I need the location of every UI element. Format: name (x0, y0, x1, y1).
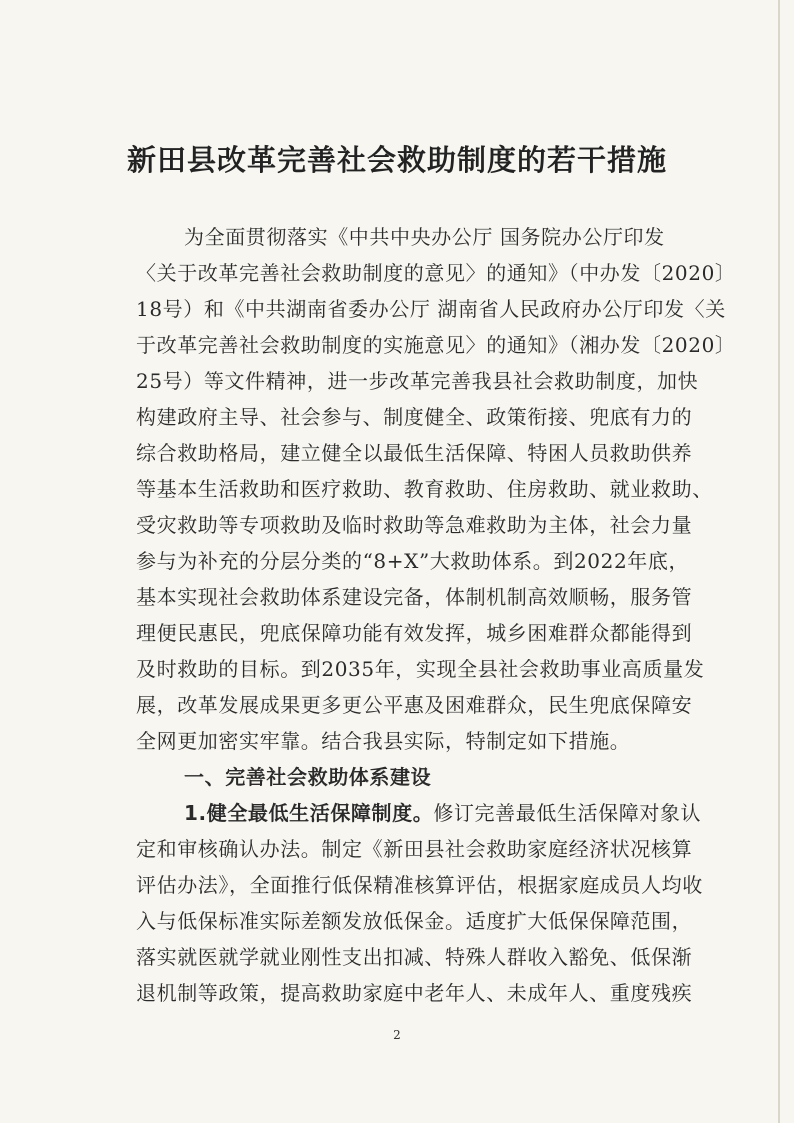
paragraph-line: 等基本生活救助和医疗救助、教育救助、住房救助、就业救助、 (136, 477, 713, 501)
page-number: 2 (393, 1028, 401, 1042)
document-title: 新田县改革完善社会救助制度的若干措施 (126, 143, 667, 177)
paragraph-line: 及时救助的目标。到2035年，实现全县社会救助事业高质量发 (136, 657, 705, 681)
paragraph-line: 18号）和《中共湖南省委办公厅 湖南省人民政府办公厅印发〈关 (136, 297, 726, 321)
item-first-rest: 修订完善最低生活保障对象认 (433, 801, 702, 825)
paragraph-line: 构建政府主导、社会参与、制度健全、政策衔接、兜底有力的 (136, 405, 693, 429)
paragraph-line: 为全面贯彻落实《中共中央办公厅 国务院办公厅印发 (184, 225, 665, 249)
item-title: 1.健全最低生活保障制度。 (184, 801, 434, 825)
paragraph-line: 综合救助格局，建立健全以最低生活保障、特困人员救助供养 (136, 441, 693, 465)
item-line: 评估办法》，全面推行低保精准核算评估，根据家庭成员人均收 (136, 873, 703, 897)
paragraph-line: 25号）等文件精神，进一步改革完善我县社会救助制度，加快 (136, 369, 699, 393)
paragraph-line: 理便民惠民，兜底保障功能有效发挥，城乡困难群众都能得到 (136, 621, 693, 645)
paragraph-line: 〈关于改革完善社会救助制度的意见〉的通知》（中办发〔2020〕 (136, 261, 736, 285)
paragraph-line: 于改革完善社会救助制度的实施意见〉的通知》（湘办发〔2020〕 (136, 333, 736, 357)
paragraph-line: 受灾救助等专项救助及临时救助等急难救助为主体，社会力量 (136, 513, 693, 537)
paragraph-line: 全网更加密实牢靠。结合我县实际，特制定如下措施。 (136, 729, 631, 753)
item-line: 定和审核确认办法。制定《新田县社会救助家庭经济状况核算 (136, 837, 693, 861)
section-heading: 一、完善社会救助体系建设 (184, 765, 432, 789)
item-line: 落实就医就学就业刚性支出扣减、特殊人群收入豁免、低保渐 (136, 945, 693, 969)
item-line: 入与低保标准实际差额发放低保金。适度扩大低保保障范围， (136, 909, 693, 933)
item-first-line (184, 798, 701, 828)
paragraph-line: 展，改革发展成果更多更公平惠及困难群众，民生兜底保障安 (136, 693, 693, 717)
item-line: 退机制等政策，提高救助家庭中老年人、未成年人、重度残疾 (136, 981, 693, 1005)
paragraph-line: 参与为补充的分层分类的“8+X”大救助体系。到2022年底， (136, 549, 690, 573)
paragraph-line: 基本实现社会救助体系建设完备，体制机制高效顺畅，服务管 (136, 585, 693, 609)
